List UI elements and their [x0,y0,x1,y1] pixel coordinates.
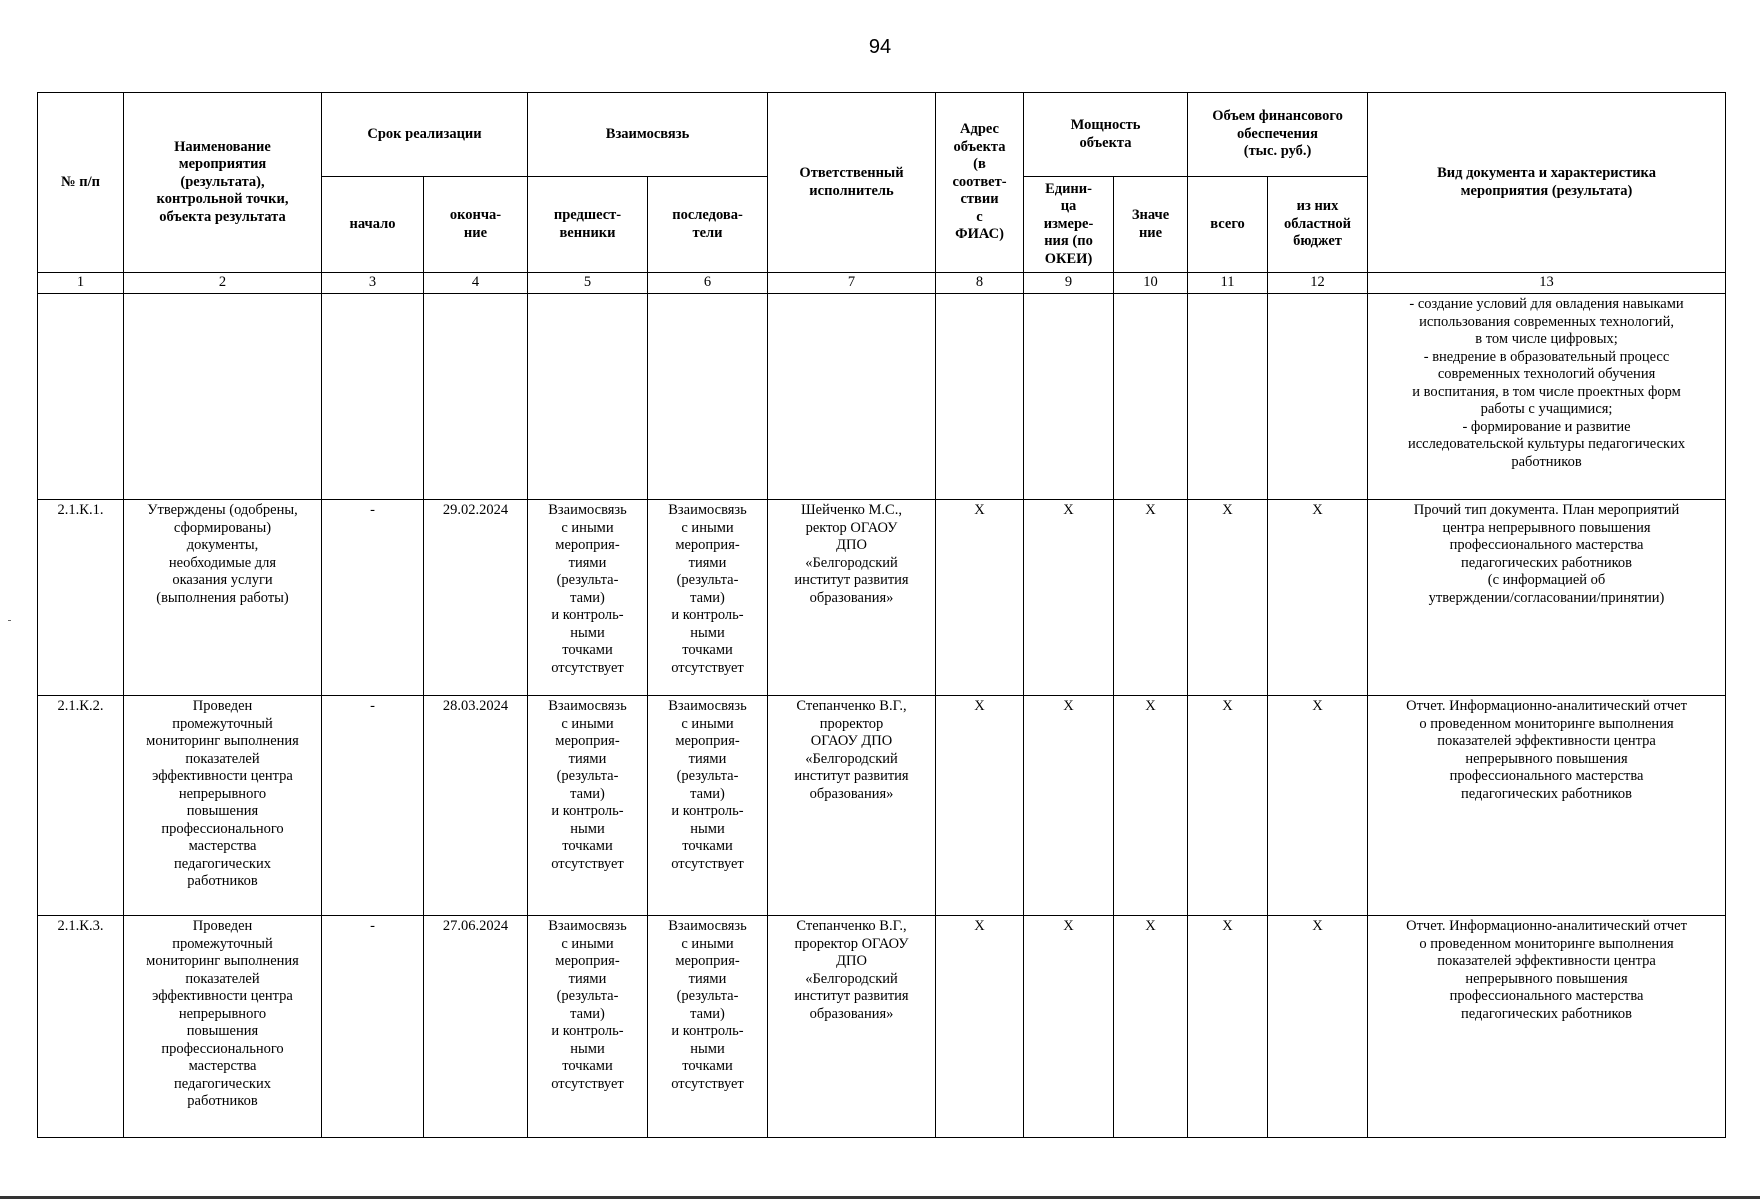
column-number: 8 [936,273,1024,294]
column-number: 7 [768,273,936,294]
column-number: 6 [648,273,768,294]
header-fin-region: из них областной бюджет [1268,177,1368,273]
column-number: 1 [38,273,124,294]
cell-value: X [1114,500,1188,696]
column-number: 12 [1268,273,1368,294]
cell-document: Отчет. Информационно-аналитический отчет о проведенном мониторинге выполнения показателей эффективности центра непрерывного повышения профессионального мастерства педагогических работников [1368,916,1726,1138]
cell-unit: X [1024,696,1114,916]
cell-prev: Взаимосвязь с иными мероприя- тиями (результа- тами) и контроль- ными точками отсутствует [528,916,648,1138]
cell-prev [528,294,648,500]
cell-address: X [936,696,1024,916]
column-number: 11 [1188,273,1268,294]
header-value: Значе ние [1114,177,1188,273]
cell-fin-region: X [1268,500,1368,696]
cell-name [124,294,322,500]
cell-num [38,294,124,500]
column-number: 10 [1114,273,1188,294]
cell-fin-region: X [1268,916,1368,1138]
scan-bottom-edge [0,1196,1760,1199]
page-number: 94 [868,36,892,58]
cell-value: X [1114,916,1188,1138]
cell-next: Взаимосвязь с иными мероприя- тиями (результа- тами) и контроль- ными точками отсутствует [648,916,768,1138]
cell-name: Утверждены (одобрены, сформированы) документы, необходимые для оказания услуги (выполнения работы) [124,500,322,696]
header-document: Вид документа и характеристика мероприятия (результата) [1368,93,1726,273]
activities-table [37,92,1726,1138]
cell-end: 27.06.2024 [424,916,528,1138]
cell-num: 2.1.К.2. [38,696,124,916]
cell-document: Отчет. Информационно-аналитический отчет о проведенном мониторинге выполнения показателей эффективности центра непрерывного повышения профессионального мастерства педагогических работников [1368,696,1726,916]
table-row [38,696,1726,916]
cell-responsible: Степанченко В.Г., проректор ОГАОУ ДПО «Белгородский институт развития образования» [768,696,936,916]
cell-document: - создание условий для овладения навыками использования современных технологий, в том числе цифровых; - внедрение в образовательный процесс современных технологий обучения и воспитания, в том числе проектных форм работы с учащимися; - формирование и развитие исследовательской культуры педагогических работников [1368,294,1726,500]
column-number: 3 [322,273,424,294]
column-number: 2 [124,273,322,294]
header-link-next: последова- тели [648,177,768,273]
cell-unit: X [1024,500,1114,696]
cell-address: X [936,500,1024,696]
column-number: 9 [1024,273,1114,294]
cell-next [648,294,768,500]
cell-address: X [936,916,1024,1138]
cell-next: Взаимосвязь с иными мероприя- тиями (результа- тами) и контроль- ными точками отсутствует [648,500,768,696]
column-number-row [38,273,1726,294]
cell-num: 2.1.К.3. [38,916,124,1138]
cell-responsible: Степанченко В.Г., проректор ОГАОУ ДПО «Белгородский институт развития образования» [768,916,936,1138]
cell-fin-total: X [1188,696,1268,916]
cell-fin-region [1268,294,1368,500]
cell-start: - [322,916,424,1138]
table-row [38,916,1726,1138]
header-link: Взаимосвязь [528,93,768,177]
cell-value: X [1114,696,1188,916]
table-row [38,294,1726,500]
cell-name: Проведен промежуточный мониторинг выполнения показателей эффективности центра непрерывного повышения профессионального мастерства педагогических работников [124,916,322,1138]
cell-fin-total: X [1188,500,1268,696]
cell-next: Взаимосвязь с иными мероприя- тиями (результа- тами) и контроль- ными точками отсутствует [648,696,768,916]
header-address: Адрес объекта (в соответ- ствии с ФИАС) [936,93,1024,273]
cell-fin-region: X [1268,696,1368,916]
scan-margin-mark [8,620,11,621]
cell-prev: Взаимосвязь с иными мероприя- тиями (результа- тами) и контроль- ными точками отсутствует [528,696,648,916]
header-row-1 [38,93,1726,177]
cell-unit [1024,294,1114,500]
cell-prev: Взаимосвязь с иными мероприя- тиями (результа- тами) и контроль- ными точками отсутствует [528,500,648,696]
cell-responsible [768,294,936,500]
cell-unit: X [1024,916,1114,1138]
header-responsible: Ответственный исполнитель [768,93,936,273]
cell-fin-total: X [1188,916,1268,1138]
cell-address [936,294,1024,500]
column-number: 4 [424,273,528,294]
cell-fin-total [1188,294,1268,500]
header-fin-total: всего [1188,177,1268,273]
header-finance: Объем финансового обеспечения (тыс. руб.) [1188,93,1368,177]
column-number: 13 [1368,273,1726,294]
cell-document: Прочий тип документа. План мероприятий центра непрерывного повышения профессионального мастерства педагогических работников (с информацией об утверждении/согласовании/принятии) [1368,500,1726,696]
header-term-start: начало [322,177,424,273]
cell-value [1114,294,1188,500]
cell-start [322,294,424,500]
cell-end: 28.03.2024 [424,696,528,916]
column-number: 5 [528,273,648,294]
header-num: № п/п [38,93,124,273]
cell-end [424,294,528,500]
header-term-end: оконча- ние [424,177,528,273]
cell-start: - [322,696,424,916]
cell-num: 2.1.К.1. [38,500,124,696]
cell-name: Проведен промежуточный мониторинг выполнения показателей эффективности центра непрерывного повышения профессионального мастерства педагогических работников [124,696,322,916]
cell-responsible: Шейченко М.С., ректор ОГАОУ ДПО «Белгородский институт развития образования» [768,500,936,696]
header-power: Мощность объекта [1024,93,1188,177]
header-link-prev: предшест- венники [528,177,648,273]
cell-start: - [322,500,424,696]
cell-end: 29.02.2024 [424,500,528,696]
header-term: Срок реализации [322,93,528,177]
header-unit: Едини- ца измере- ния (по ОКЕИ) [1024,177,1114,273]
table-row [38,500,1726,696]
header-name: Наименование мероприятия (результата), контрольной точки, объекта результата [124,93,322,273]
